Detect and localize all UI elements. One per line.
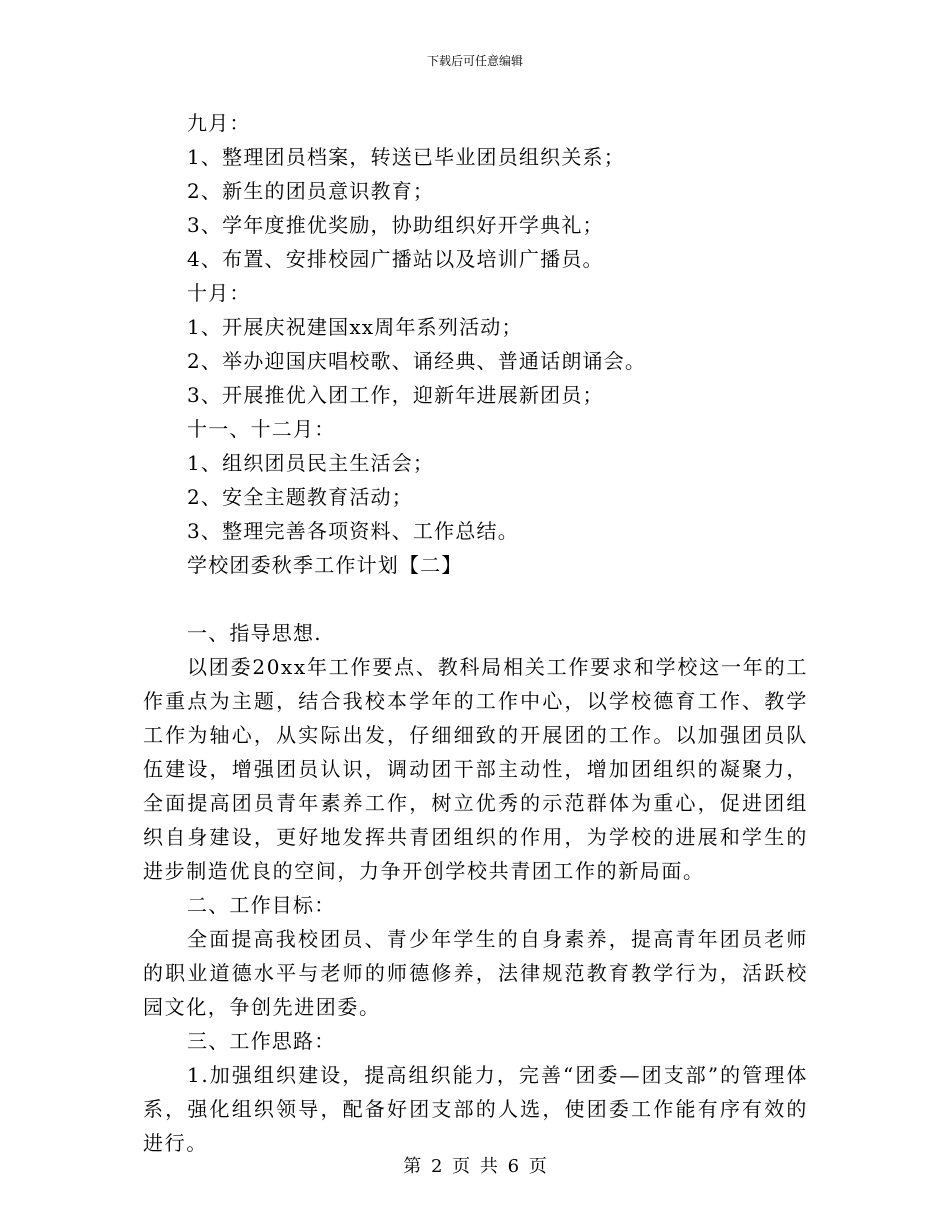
- paragraph: 1.加强组织建设，提高组织能力，完善“团委—团支部”的管理体系，强化组织领导，配备好团支部的人选，使团委工作能有序有效的进行。: [143, 1063, 808, 1155]
- section-heading: 三、工作思路：: [187, 1029, 336, 1053]
- list-item: 2、安全主题教育活动；: [187, 485, 413, 509]
- paragraph: 以团委20xx年工作要点、教科局相关工作要求和学校这一年的工作重点为主题，结合我校本学年的工作中心，以学校德育工作、教学工作为轴心，从实际出发，仔细细致的开展团的工作。以加强团员队伍建设，增强团员认识，调动团干部主动性，增加团组织的凝聚力，全面提高团员青年素养工作，树立优秀的示范群体为重心，促进团组织自身建设，更好地发挥共青团组织的作用，为学校的进展和学生的进步制造优良的空间，力争开创学校共青团工作的新局面。: [143, 655, 808, 883]
- section-heading: 一、指导思想.: [187, 621, 322, 645]
- list-item: 4、布置、安排校园广播站以及培训广播员。: [187, 247, 604, 271]
- list-item: 2、新生的团员意识教育；: [187, 179, 435, 203]
- heading-september: 九月：: [187, 111, 251, 135]
- heading-october: 十月：: [187, 281, 251, 305]
- list-item: 1、整理团员档案，转送已毕业团员组织关系；: [187, 145, 625, 169]
- list-item: 1、开展庆祝建国xx周年系列活动；: [187, 315, 523, 339]
- list-item: 2、举办迎国庆唱校歌、诵经典、普通话朗诵会。: [187, 349, 647, 373]
- section-heading: 二、工作目标：: [187, 893, 336, 917]
- page-header-note: 下载后可任意编辑: [426, 54, 523, 68]
- list-item: 1、组织团员民主生活会；: [187, 451, 435, 475]
- list-item: 3、开展推优入团工作，迎新年进展新团员；: [187, 383, 604, 407]
- page-footer: 第 2 页 共 6 页: [403, 1156, 547, 1177]
- spacer: [143, 582, 808, 616]
- plan-title: 学校团委秋季工作计划【二】: [187, 553, 463, 577]
- paragraph: 全面提高我校团员、青少年学生的自身素养，提高青年团员老师的职业道德水平与老师的师德修养，法律规范教育教学行为，活跃校园文化，争创先进团委。: [143, 927, 808, 1019]
- document-body: [143, 106, 808, 1160]
- list-item: 3、整理完善各项资料、工作总结。: [187, 519, 519, 543]
- heading-november-december: 十一、十二月：: [187, 417, 336, 441]
- list-item: 3、学年度推优奖励，协助组织好开学典礼；: [187, 213, 604, 237]
